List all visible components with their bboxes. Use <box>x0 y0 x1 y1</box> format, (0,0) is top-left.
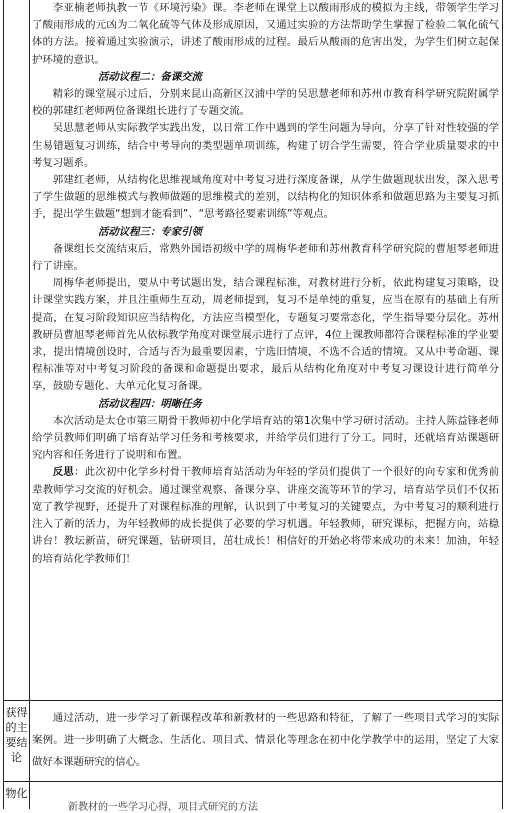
conclusions-content-cell <box>28 701 503 781</box>
section-4-paragraph-1: 本次活动是太仓市第三期骨干教师初中化学培育站的第1次集中学习研讨活动。主持人陈益锋老师给学员教师们明确了培育站学习任务和考核要求，并给学员们进行了分工。同时，还就培育站课题研究内容和任务进行了说明和布置。 <box>32 414 499 462</box>
section-2-paragraph-1: 精彩的课堂展示过后，分别来昆山高新区汉浦中学的吴思慧老师和苏州市教育科学研究院附属学校的郭建红老师两位备课组长进行了专题交流。 <box>32 88 499 118</box>
next-row-partial-text: 新教材的一些学习心得，项目式研究的方法 <box>68 802 258 813</box>
activity-content <box>32 0 499 568</box>
section-3-paragraph-1: 备课组长交流结束后，常熟外国语初级中学的周梅华老师和苏州教育科学研究院的曹旭琴老师进行了讲座。 <box>32 242 499 273</box>
conclusions-label: 获得的主要结论 <box>5 706 28 764</box>
next-row <box>3 782 503 813</box>
reflection-label: 反思 <box>52 466 75 479</box>
section-heading-4: 活动议程四：明晰任务 <box>98 397 202 410</box>
intro-paragraph: 李亚楠老师执教一节《环境污染》课。李老师在课堂上以酸雨形成的模拟为主线，带领学生学习了酸雨形成的元凶为二氧化硫等气体及形成原因，又通过实验的方法帮助学生掌握了检验二氧化硫气体的方法。接着通过实验演示，讲述了酸雨形成的过程。最后从酸雨的危害出发，为学生们树立起保护环境的意识。 <box>32 2 499 66</box>
activity-label-cell <box>3 0 30 700</box>
reflection-paragraph <box>32 464 499 567</box>
report-table <box>3 0 503 813</box>
next-content-cell <box>28 782 503 813</box>
activity-row <box>3 0 503 700</box>
next-label-cell <box>3 782 30 809</box>
activity-content-cell <box>28 0 503 700</box>
section-heading-3: 活动议程三：专家引领 <box>98 225 202 238</box>
conclusions-row <box>3 700 503 782</box>
section-2-paragraph-2: 吴思慧老师从实际教学实践出发，以日常工作中遇到的学生问题为导向，分享了针对性较强的学生易错题复习训练，结合中考导向的类型题单项训练，构建了切合学生需要，符合学业质量要求的中考复习题系。 <box>32 122 499 169</box>
conclusions-text: 通过活动，进一步学习了新课程改革和新教材的一些思路和特征，了解了一些项目式学习的实际案例。进一步明确了大概念、生活化、项目式、情景化等理念在初中化学教学中的运用，坚定了大家做好本课题研究的信心。 <box>32 712 499 768</box>
reflection-text: ：此次初中化学乡村骨干教师培育站活动为年轻的学员们提供了一个很好的向专家和优秀前辈教师学习交流的好机会。通过课堂观察、备课分享、讲座交流等环节的学习，培育站学员们不仅拓宽了教学视野，还提升了对课程标准的理解，认识到了中考复习的关键要点，为中考复习的顺利进行注入了新的活力，为年轻教师的成长提供了必要的学习机遇。年轻教师，研究课标，把握方向，站稳讲台！教坛新苗，研究课题，钻研项目，茁壮成长！相信好的开始必将带来成功的未来！加油，年轻的培育站化学教师们！ <box>32 466 500 565</box>
section-2-paragraph-3: 郭建红老师，从结构化思维视域角度对中考复习进行深度备课，从学生做题现状出发，深入思考了学生做题的思维模式与教师做题的思维模式的差别，以结构化的知识体系和做题思路为主要复习抓手，提出学生做题“想到才能看到”、“思考路径要素训练”等观点。 <box>32 174 499 221</box>
section-heading-2: 活动议程二：备课交流 <box>98 70 202 83</box>
next-label: 物化 <box>5 787 28 800</box>
section-3-paragraph-2: 周梅华老师提出，要从中考试题出发，结合课程标准，对教材进行分析，依此构建复习策略，设计课堂实践方案，并且注重师生互动，周老师提到，复习不是单纯的重复，应当在原有的基础上有所提高，在复习阶段知识应当结构化，方法应当模型化，专题复习要常态化，学生指导要分层化。苏州教研员曹旭琴老师首先从依标教学角度对课堂展示进行了点评，4位上课教师都符合课程标准的学业要求，提出情境创设时，合适与否为最重要因素，宁选旧情境，不选不合适的情境。又从中考命题、课程标准等对中考复习阶段的备课和命题提出要求，最后从结构化角度对中考复习课设计进行简单分享，鼓励专题化、大单元化复习备课。 <box>32 277 499 393</box>
conclusions-label-cell <box>3 701 30 781</box>
